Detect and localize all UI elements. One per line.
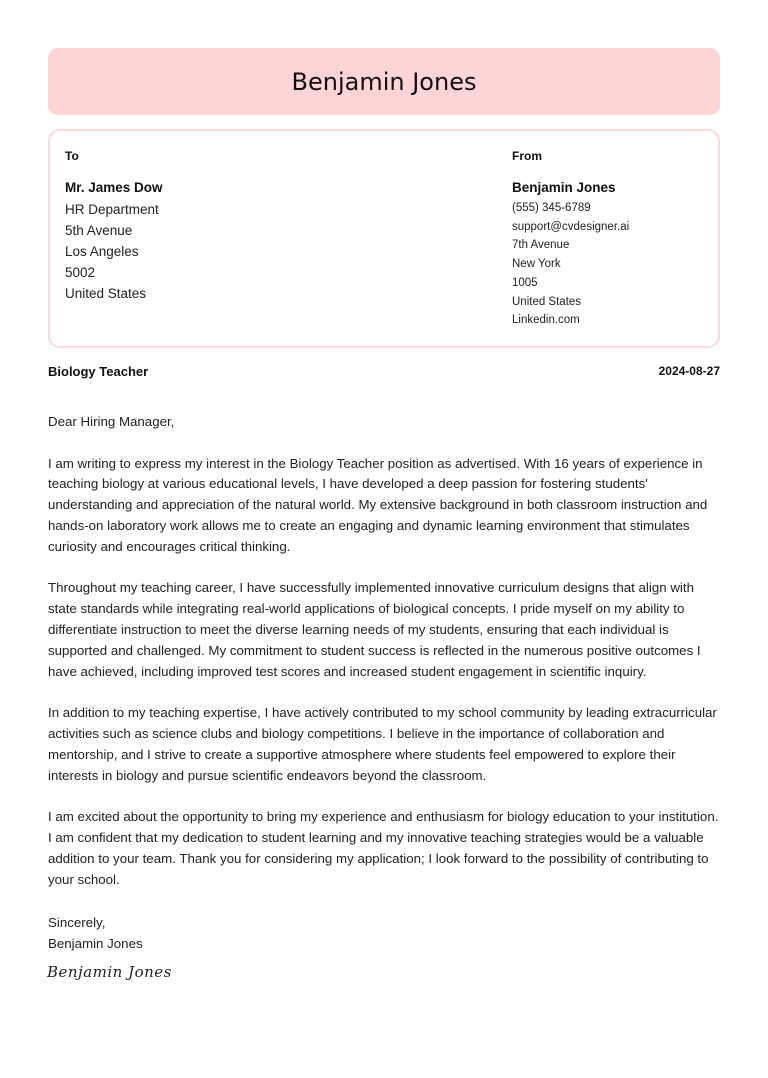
letter-date: 2024-08-27 — [658, 364, 720, 378]
letter-meta — [48, 364, 720, 379]
recipient-name: Mr. James Dow — [65, 180, 163, 195]
body-paragraph: In addition to my teaching expertise, I have actively contributed to my school community by leading extracurricular activities such as science clubs and biology competitions. I believe in the importance of collaboration and mentorship, and I strive to create a supportive atmosphere where students feel empowered to explore their interests in biology and pursue scientific endeavors beyond the classroom. — [48, 705, 717, 783]
sender-website: Linkedin.com — [512, 314, 580, 327]
recipient-line: 5th Avenue — [65, 223, 133, 238]
sender-country: United States — [512, 295, 582, 308]
sender-label: From — [512, 149, 542, 163]
letter-header — [48, 48, 720, 115]
sender-column — [512, 149, 629, 330]
sender-postcode: 1005 — [512, 276, 538, 289]
closing-name: Benjamin Jones — [48, 936, 143, 951]
recipient-line: Los Angeles — [65, 244, 139, 259]
greeting: Dear Hiring Manager, — [48, 414, 175, 429]
recipient-line: HR Department — [65, 202, 159, 217]
closing-block — [48, 912, 143, 954]
sender-city: New York — [512, 258, 561, 271]
sender-street: 7th Avenue — [512, 239, 570, 252]
closing-salutation: Sincerely, — [48, 915, 106, 930]
address-block — [48, 129, 720, 348]
recipient-line: 5002 — [65, 265, 96, 280]
applicant-name: Benjamin Jones — [291, 67, 477, 96]
recipient-label: To — [65, 149, 79, 163]
body-paragraph: I am excited about the opportunity to bring my experience and enthusiasm for biology education to your institution. I am confident that my dedication to student learning and my innovative teaching strategies would be a valuable addition to your team. Thank you for considering my application; I look forward to the possibility of contributing to your school. — [48, 809, 719, 887]
letter-body — [48, 412, 720, 911]
recipient-column — [65, 149, 163, 304]
sender-phone: (555) 345-6789 — [512, 202, 591, 214]
body-paragraph: I am writing to express my interest in the Biology Teacher position as advertised. With 16 years of experience in teaching biology at various educational levels, I have developed a deep passion for fostering students' understanding and appreciation of the natural world. My extensive background in both classroom instruction and hands-on laboratory work allows me to create an engaging and dynamic learning environment that stimulates curiosity and encourages critical thinking. — [48, 455, 708, 554]
sender-name: Benjamin Jones — [512, 180, 616, 195]
sender-email: support@cvdesigner.ai — [512, 220, 630, 233]
recipient-line: United States — [65, 286, 147, 301]
position-title: Biology Teacher — [48, 364, 149, 379]
handwritten-signature: Benjamin Jones — [47, 963, 172, 981]
body-paragraph: Throughout my teaching career, I have successfully implemented innovative curriculum designs that align with state standards while integrating real-world applications of biological concepts. I pride myself on my ability to differentiate instruction to meet the diverse learning needs of my students, ensuring that each individual is supported and challenged. My commitment to student success is reflected in the numerous positive outcomes I have achieved, including improved test scores and increased student engagement in scientific inquiry. — [48, 580, 701, 679]
